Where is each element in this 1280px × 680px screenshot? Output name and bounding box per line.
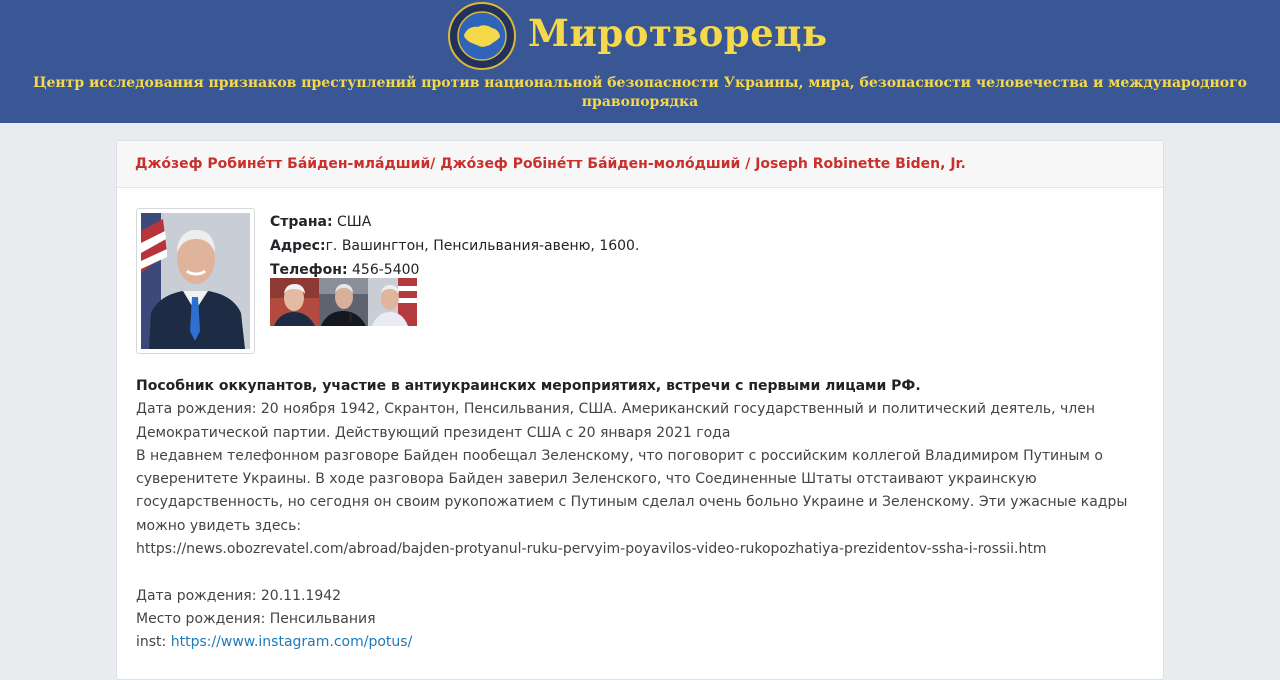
country-row (270, 210, 639, 234)
address-label: Адрес: (270, 238, 326, 254)
address-value: г. Вашингтон, Пенсильвания-авеню, 1600. (325, 238, 640, 254)
profile-call-paragraph: В недавнем телефонном разговоре Байден пообещал Зеленскому, что поговорит с российским коллегой Владимиром Путиным о суверенитете Украины. В ходе разговора Байден заверил Зеленского, что Соединенные Штаты отстаивают украинскую государственность, но сегодня он своим рукопожатием с Путиным сделал очень больно Украине и Зеленскому. Эти ужасные кадры можно увидеть здесь: (136, 447, 1128, 534)
profile-photo[interactable] (136, 208, 255, 354)
phone-label: Телефон: (270, 262, 348, 278)
instagram-label: inst: (136, 634, 171, 651)
gallery-thumb-1[interactable] (270, 278, 319, 326)
birth-place: Место рождения: Пенсильвания (136, 610, 376, 627)
profile-info (270, 210, 639, 282)
profile-description (136, 375, 1146, 655)
address-row (270, 234, 639, 258)
site-logo-icon[interactable] (448, 2, 516, 70)
profile-bio-paragraph: Дата рождения: 20 ноября 1942, Скрантон, Пенсильвания, США. Американский государственный и политический деятель, член Демократической партии. Действующий президент США с 20 января 2021 года (136, 401, 1095, 441)
profile-lead: Пособник оккупантов, участие в антиукраинских мероприятиях, встречи с первыми лицами РФ. (136, 378, 921, 394)
site-title[interactable]: Миротворець (528, 11, 828, 55)
instagram-row (136, 631, 1146, 654)
spacer (136, 561, 1146, 584)
news-url-text: https://news.obozrevatel.com/abroad/bajden-protyanul-ruku-pervyim-poyavilos-video-rukopozhatiya-prezidentov-ssha-i-rossii.htm (136, 541, 1047, 558)
profile-name: Джо́зеф Робине́тт Ба́йден-мла́дший/ Джо́зеф Робіне́тт Ба́йден-моло́дший / Joseph Robinette Biden, Jr. (135, 156, 966, 172)
site-subtitle: Центр исследования признаков преступлений против национальной безопасности Украины, мира, безопасности человечества и международного правопорядка (32, 75, 1247, 110)
birth-date: Дата рождения: 20.11.1942 (136, 587, 342, 604)
photo-gallery (270, 278, 417, 326)
gallery-thumb-3[interactable] (368, 278, 417, 326)
site-header (0, 0, 1280, 123)
country-label: Страна: (270, 214, 333, 230)
gallery-thumb-2[interactable] (319, 278, 368, 326)
phone-value: 456-5400 (347, 262, 420, 278)
profile-card (116, 140, 1164, 680)
country-value: США (332, 214, 372, 230)
profile-card-header (117, 141, 1163, 188)
instagram-link[interactable]: https://www.instagram.com/potus/ (170, 634, 413, 651)
